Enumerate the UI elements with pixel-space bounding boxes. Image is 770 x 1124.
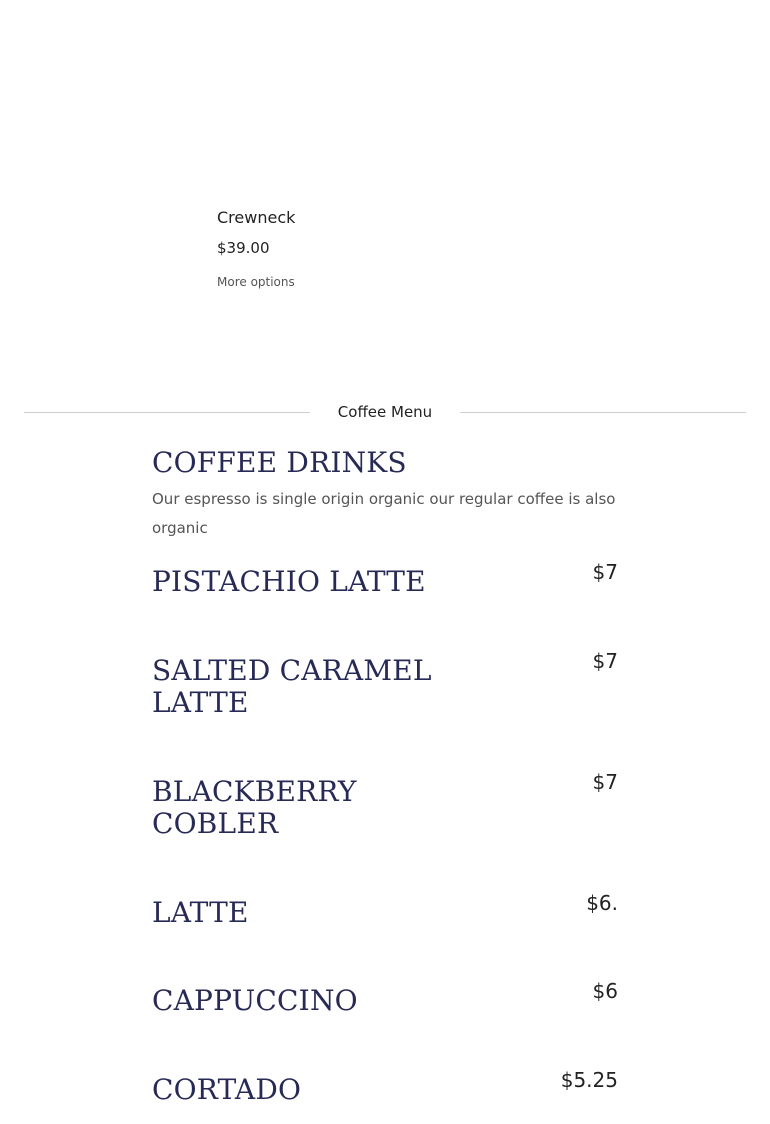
menu-item-price: $5.25 [560, 1068, 618, 1092]
menu-item [152, 979, 618, 1017]
section-title: COFFEE DRINKS [152, 446, 407, 479]
product-card [217, 208, 295, 289]
menu-item [152, 891, 618, 929]
more-options-link[interactable]: More options [217, 275, 295, 289]
menu-item-name: BLACKBERRY COBLER [152, 775, 357, 840]
menu-item-price: $6 [592, 979, 618, 1003]
menu-item-name: CORTADO [152, 1073, 302, 1106]
coffee-menu-divider [24, 400, 746, 426]
menu-item-price: $7 [592, 560, 618, 584]
divider-line-right [460, 412, 746, 413]
menu-item-price: $6. [586, 891, 618, 915]
menu-item [152, 649, 618, 719]
menu-item-name: LATTE [152, 896, 249, 929]
menu-section [152, 446, 618, 543]
divider-label: Coffee Menu [337, 403, 433, 421]
menu-item [152, 770, 618, 840]
product-price: $39.00 [217, 239, 270, 257]
menu-item-price: $7 [592, 649, 618, 673]
menu-item-name: CAPPUCCINO [152, 984, 358, 1017]
menu-item [152, 560, 618, 598]
menu-item [152, 1068, 618, 1106]
menu-item-name: SALTED CARAMEL LATTE [152, 654, 432, 719]
divider-line-left [24, 412, 310, 413]
product-name-link[interactable]: Crewneck [217, 208, 296, 227]
menu-item-price: $7 [592, 770, 618, 794]
menu-item-name: PISTACHIO LATTE [152, 565, 426, 598]
section-description: Our espresso is single origin organic our regular coffee is also organic [152, 490, 616, 537]
